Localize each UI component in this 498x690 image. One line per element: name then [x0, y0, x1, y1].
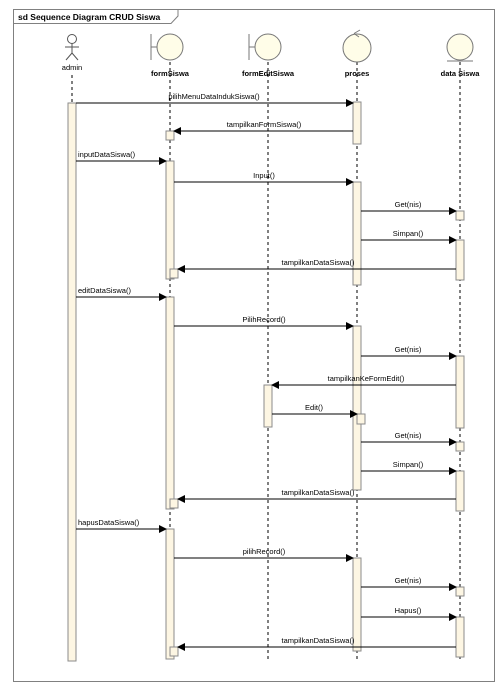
entity-icon-dataSiswa — [447, 34, 473, 61]
boundary-icon-formSiswa — [151, 34, 183, 60]
message-label-m16: hapusDataSiswa() — [78, 518, 140, 527]
message-label-m7: tampilkanDataSiswa() — [281, 258, 355, 267]
message-label-m15: tampilkanDataSiswa() — [281, 488, 355, 497]
activation-formSiswa-3-self — [170, 499, 178, 508]
activation-formSiswa-4-self — [170, 647, 178, 656]
activation-dataSiswa-5 — [456, 471, 464, 511]
message-label-m5: Get(nis) — [394, 200, 422, 209]
message-label-m19: Hapus() — [394, 606, 422, 615]
lifeline-label-formEditSiswa: formEditSiswa — [241, 69, 295, 78]
activation-formEditSiswa — [264, 385, 272, 427]
message-label-m13: Get(nis) — [394, 431, 422, 440]
message-label-m17: pilihRecord() — [242, 547, 286, 556]
message-label-m2: tampilkanFormSiswa() — [226, 120, 302, 129]
frame-header-text: sd Sequence Diagram CRUD Siswa — [18, 12, 161, 22]
message-label-m8: editDataSiswa() — [78, 286, 131, 295]
activation-admin — [68, 103, 76, 661]
message-label-m6: Simpan() — [392, 229, 424, 238]
message-label-m1: pilihMenuDataIndukSiswa() — [168, 92, 260, 101]
activation-dataSiswa-7 — [456, 617, 464, 657]
lifeline-label-admin: admin — [61, 63, 83, 72]
message-label-m18: Get(nis) — [394, 576, 422, 585]
lifeline-label-formSiswa: formSiswa — [151, 69, 189, 78]
message-label-m4: Input() — [253, 171, 275, 180]
activation-formSiswa-1 — [166, 131, 174, 140]
boundary-icon-formEditSiswa — [249, 34, 281, 60]
message-label-m14: Simpan() — [392, 460, 424, 469]
activation-dataSiswa-3 — [456, 356, 464, 428]
activation-dataSiswa-2 — [456, 240, 464, 280]
activation-dataSiswa-6 — [456, 587, 464, 596]
actor-icon — [65, 35, 79, 61]
message-label-m3: inputDataSiswa() — [78, 150, 136, 159]
activation-dataSiswa-1 — [456, 211, 464, 220]
activation-formSiswa-3 — [166, 297, 174, 509]
message-label-m10: Get(nis) — [394, 345, 422, 354]
message-label-m9: PilihRecord() — [242, 315, 286, 324]
lifeline-label-dataSiswa: data Siswa — [440, 69, 480, 78]
activation-proses-2 — [353, 182, 361, 285]
activation-formSiswa-2 — [166, 161, 174, 279]
activation-proses-1 — [353, 102, 361, 144]
frame-border — [14, 10, 495, 682]
message-label-m11: tampilkanKeFormEdit() — [327, 374, 405, 383]
control-icon-proses — [343, 30, 371, 62]
lifeline-label-proses: proses — [344, 69, 370, 78]
message-labels — [78, 92, 424, 645]
activation-proses-3-self — [357, 414, 365, 424]
activation-formSiswa-2-self — [170, 269, 178, 278]
activation-dataSiswa-4 — [456, 442, 464, 451]
message-label-m12: Edit() — [305, 403, 323, 412]
activation-proses-3 — [353, 326, 361, 490]
message-label-m20: tampilkanDataSiswa() — [281, 636, 355, 645]
activation-formSiswa-4 — [166, 529, 174, 659]
